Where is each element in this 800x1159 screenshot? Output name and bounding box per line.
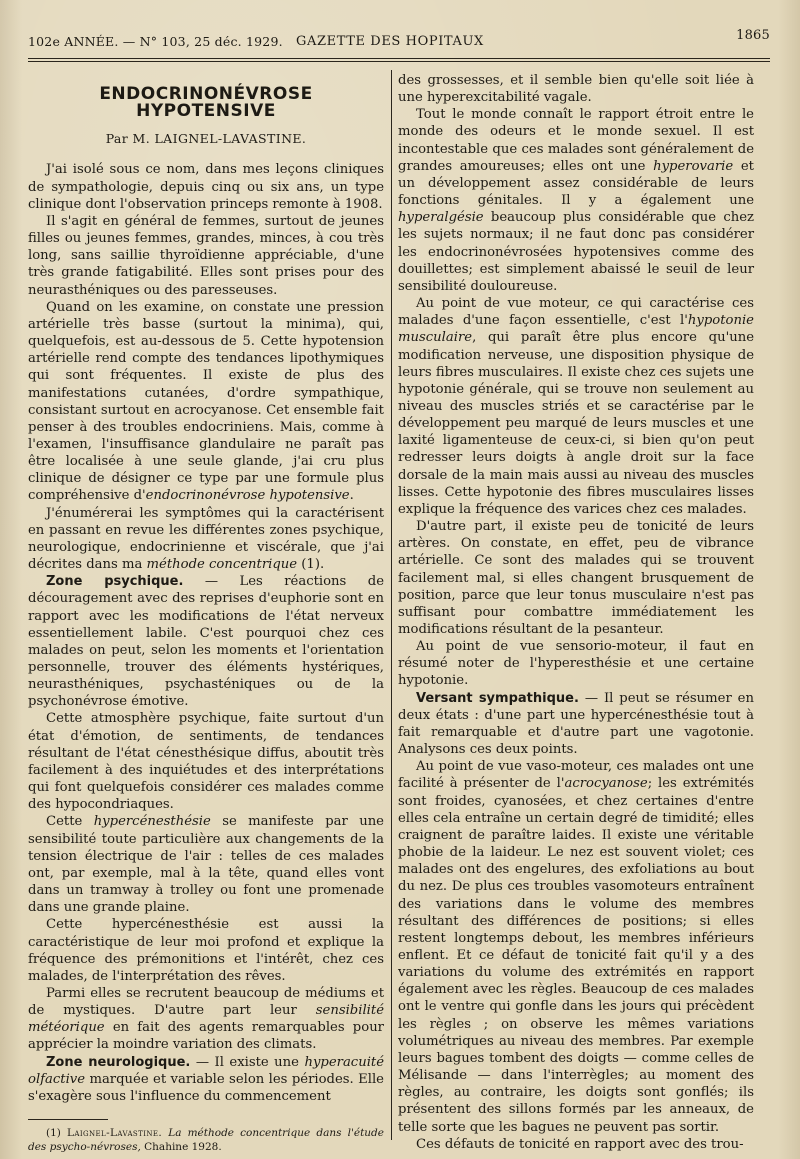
text-run: — Il peut se résumer en deux états : d'une part une hypercénesthésie tout à fait remarquable et d'autre part une vagotonie. Analysons ces deux points. bbox=[398, 690, 754, 758]
text-run: . bbox=[349, 488, 354, 504]
text-run: Chahine 1928. bbox=[140, 1141, 222, 1154]
footnote-number: (1) bbox=[46, 1127, 67, 1140]
text-run: — Les réactions de découragement avec des reprises d'euphorie sont en rapport avec les modifications de l'état nerveux essentiellement labile. C'est pourquoi chez ces malades on peut, selon les moments et l'orientation personnelle, trouver des éléments hystériques, neurasthéniques, psychasténiques ou de la psychonévrose émotive. bbox=[28, 574, 384, 710]
footnote-author: Laignel-Lavastine. bbox=[67, 1127, 163, 1140]
paragraph bbox=[398, 295, 754, 518]
section-heading: Versant sympathique. bbox=[416, 690, 579, 706]
section-psychique bbox=[28, 573, 384, 710]
text-run: Cette bbox=[46, 814, 94, 830]
paragraph: D'autre part, il existe peu de tonicité de leurs artères. On constate, en effet, peu de vibrance artérielle. Ce sont des malades qui se trouvent facilement mal, si elles changent brusquement de position, parce que leur tonus musculaire n'est pas suffisant pour combattre immédiatement les modifications résultant de la pesanteur. bbox=[398, 519, 754, 637]
paragraph: Au point de vue sensorio-moteur, il faut en résumé noter de l'hyperesthésie et une certaine hypotonie. bbox=[398, 639, 754, 689]
text-run: Parmi elles se recrutent beaucoup de médiums et de mystiques. D'autre part leur bbox=[28, 985, 384, 1019]
text-run: se manifeste par une sensibilité toute particulière aux changements de la tension électrique de l'air : telles de ces malades ont, par exemple, mal à la tête, quand elles vont dans un tramway à trolley ou font une promenade dans une grande plaine. bbox=[28, 814, 384, 916]
text-run: , qui paraît être plus encore qu'une modification nerveuse, une disposition physique de leurs fibres musculaires. Il existe chez ces sujets une hypotonie générale, qui se trouve non seulement au niveau des muscles striés et se caractérise par le développement peu marqué de leurs muscles et une laxité ligamenteuse de ceux-ci, si bien qu'on peut redresser leurs doigts à angle droit sur la face dorsale de la main mais aussi au niveau des muscles lisses. Cette hypotonie des fibres musculaires lisses explique la fréquence des varices chez ces malades. bbox=[398, 330, 754, 517]
footnote bbox=[28, 1126, 384, 1154]
issue-info: 102e ANNÉE. — N° 103, 25 déc. 1929. bbox=[28, 34, 283, 49]
footnote-rule bbox=[28, 1119, 108, 1120]
column-divider bbox=[391, 70, 392, 1140]
journal-title: GAZETTE DES HOPITAUX bbox=[296, 34, 484, 49]
italic-term: hyperacuité olfactive bbox=[28, 1054, 385, 1087]
paragraph: J'ai isolé sous ce nom, dans mes leçons cliniques de sympathologie, depuis cinq ou six ans, un type clinique dont l'observation princeps remonte à 1908. bbox=[28, 162, 384, 212]
section-heading: Zone neurologique. bbox=[46, 1054, 191, 1070]
footnote-title: La méthode concentrique dans l'étude des psycho-névroses, bbox=[28, 1127, 384, 1154]
text-run: — Il existe une bbox=[190, 1054, 305, 1070]
paragraph bbox=[398, 758, 754, 1135]
text-run: (1). bbox=[297, 557, 325, 573]
text-run: Au point de vue vaso-moteur, ces malades ont une facilité à présenter de l' bbox=[398, 759, 754, 792]
paragraph: Cette atmosphère psychique, faite surtout d'un état d'émotion, de sentiments, de tendances résultant de l'état cénesthésique diffus, aboutit très facilement à des inquiétudes et des interprétations qui font quelquefois considérer ces malades comme des hypocondriaques. bbox=[28, 711, 384, 813]
italic-term: acrocyanose bbox=[564, 776, 648, 792]
italic-term: sensibilité météorique bbox=[28, 1003, 384, 1036]
section-neurologique bbox=[28, 1054, 384, 1105]
italic-term: méthode concentrique bbox=[146, 557, 298, 573]
text-run: en fait des agents remarquables pour apprécier la moindre variation des climats. bbox=[28, 1020, 384, 1053]
text-run: Au point de vue moteur, ce qui caractérise ces malades d'une façon essentielle, c'est l' bbox=[398, 296, 754, 329]
text-run: Tout le monde connaît le rapport étroit entre le monde des odeurs et le monde sexuel. Il est incontestable que ces malades sont généralement de grandes amoureuses; elles ont une bbox=[398, 107, 754, 174]
left-column bbox=[28, 72, 384, 1154]
italic-term: hyperovarie bbox=[653, 158, 734, 174]
paragraph bbox=[28, 299, 384, 505]
italic-term: hypercénesthésie bbox=[93, 814, 211, 830]
text-run: ; les extrémités sont froides, cyanosées, et chez certaines d'entre elles cela entraîne un certain degré de timidité; elles craignent de paraître laides. Il existe une véritable phobie de la laideur. Le nez est souvent violet; ces malades ont des engelures, des exfoliations au bout du nez. De plus ces troubles vasomoteurs entraînent des variations dans le volume des membres résultant des différences de positions; si elles restent longtemps debout, les membres inférieurs enflent. Et ce défaut de tonicité fait qu'il y a des variations du volume des extrémités en rapport également avec les règles. Beaucoup de ces malades ont le ventre qui gonfle dans les jours qui précèdent les règles ; on observe les mêmes variations volumétriques au niveau des membres. Par exemple leurs bagues tombent des doigts — comme celles de Mélisande — dans l'interrègles; au moment des règles, au contraire, les doigts sont gonflés; ils présentent des sillons formés par les anneaux, de telle sorte que les bagues ne peuvent pas sortir. bbox=[398, 776, 754, 1135]
paragraph bbox=[398, 106, 754, 295]
paragraph bbox=[28, 813, 384, 916]
header-rule bbox=[28, 58, 770, 62]
text-run: J'énumérerai les symptômes qui la caractérisent en passant en revue les différentes zones psychique, neurologique, endocrinienne et viscérale, que j'ai décrites dans ma bbox=[28, 505, 384, 573]
text-run: beaucoup plus considérable que chez les sujets normaux; il ne faut donc pas considérer les endocrinonévrosées hypotensives comme des douillettes; est simplement abaissé le seuil de leur sensibilité douloureuse. bbox=[398, 210, 754, 294]
article-title: ENDOCRINONÉVROSE HYPOTENSIVE bbox=[99, 84, 313, 122]
right-column bbox=[398, 72, 754, 1153]
italic-term: hyperalgésie bbox=[398, 210, 484, 226]
italic-term: hypotonie musculaire bbox=[398, 313, 754, 346]
text-run: marquée et variable selon les périodes. Elle s'exagère sous l'influence du commencement bbox=[28, 1071, 384, 1104]
article-author: Par M. LAIGNEL-LAVASTINE. bbox=[105, 131, 307, 147]
text-run: Quand on les examine, on constate une pression artérielle très basse (surtout la minima), qui, quelquefois, est au-dessous de 5. Cette hypotension artérielle rend compte des tendances lipothymiques qui sont fréquentes. Il existe de plus des manifestations cutanées, d'ordre sympathique, consistant surtout en acrocyanose. Cet ensemble fait penser à des troubles endocriniens. Mais, comme à l'examen, l'insuffisance glandulaire ne paraît pas être localisée à une seule glande, j'ai cru plus clinique de désigner ce type par une formule plus compréhensive d' bbox=[28, 299, 384, 504]
page-number: 1865 bbox=[736, 28, 770, 43]
paragraph bbox=[28, 985, 384, 1054]
paragraph: Il s'agit en général de femmes, surtout de jeunes filles ou jeunes femmes, grandes, minces, à cou très long, sans saillie thyroïdienne appréciable, d'une très grande fatigabilité. Elles sont prises pour des neurasthéniques ou des paresseuses. bbox=[28, 213, 384, 298]
text-run: et un développement assez considérable de leurs fonctions génitales. Il y a également une bbox=[398, 158, 754, 209]
running-header bbox=[28, 30, 770, 56]
paragraph bbox=[28, 505, 384, 574]
paragraph: Ces défauts de tonicité en rapport avec des trou- bbox=[416, 1136, 744, 1152]
section-sympathique bbox=[398, 690, 754, 759]
paragraph: Cette hypercénesthésie est aussi la caractéristique de leur moi profond et explique la fréquence des prémonitions et l'intérêt, chez ces malades, de l'interprétation des rêves. bbox=[28, 917, 384, 984]
paragraph: des grossesses, et il semble bien qu'elle soit liée à une hyperexcitabilité vagale. bbox=[398, 73, 754, 106]
italic-term: endocrinonévrose hypotensive bbox=[145, 488, 350, 504]
section-heading: Zone psychique. bbox=[46, 574, 184, 590]
